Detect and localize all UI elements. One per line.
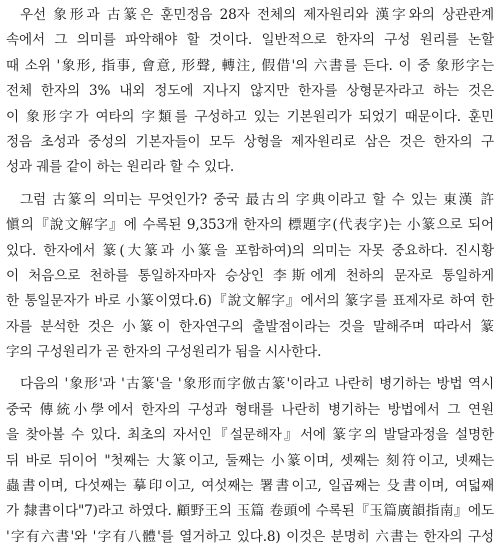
text-line: 이 처음으로 천하를 통일하자마자 승상인 李斯에게 천하의 문자로 통일하게	[6, 267, 494, 284]
text-line: 우선 象形과 古篆은 훈민정음 28자 전체의 제자원리와 漢字와의 상관관계	[20, 7, 494, 23]
text-line: 字의 구성원리가 곧 한자의 구성원리가 됨을 시사한다.	[6, 344, 322, 361]
text-line: 속에서 그 의미를 파악해야 할 것이다. 일반적으로 한자의 구성 원리를 논할	[6, 32, 494, 49]
text-line: 중국 傳統小學에서 한자의 구성과 형태를 나란히 병기하는 방법에서 그 연원	[6, 401, 494, 418]
text-line: 한 통일문자가 바로 小篆이였다.6)『說文解字』에서의 篆字를 표제자로 하여 한	[6, 293, 494, 310]
text-line: 을 찾아볼 수 있다. 최초의 자서인『설문해자』서에 篆字의 발달과정을 설명한	[6, 427, 494, 444]
text-line: 전체 한자의 3% 내외 정도에 지나지 않지만 한자를 상형문자라고 하는 것은	[6, 83, 494, 100]
text-line: 뒤 바로 뒤이어 "첫째는 大篆이고, 둘째는 小篆이며, 셋째는 刻符이고, 넷째는	[6, 452, 494, 469]
text-line: 愼의『說文解字』에 수록된 9,353개 한자의 標題字(代表字)는 小篆으로 되어	[6, 217, 494, 234]
text-line: 다음의 '象形'과 '古篆'을 '象形而字倣古篆'이라고 나란히 병기하는 방법 역시	[20, 376, 494, 393]
text-line: 자를 분석한 것은 小篆이 한자연구의 출발점이라는 것을 말해주며 따라서 篆	[6, 318, 494, 335]
paragraph-1	[6, 3, 494, 181]
paragraph-3	[6, 372, 494, 550]
paragraph-2	[6, 188, 494, 366]
text-line: 이 象形字가 여타의 字類를 구성하고 있는 기본원리가 되었기 때문이다. 훈민	[6, 108, 494, 125]
text-line: 성과 궤를 같이 하는 원리라 할 수 있다.	[6, 159, 235, 176]
text-line: 그럼 古篆의 의미는 무엇인가? 중국 最古의 字典이라고 할 수 있는 東漢 許	[20, 191, 494, 208]
text-line: 蟲書이며, 다섯째는 摹印이고, 여섯째는 署書이고, 일곱째는 殳書이며, 여덟째	[6, 478, 494, 495]
text-line: 가 隸書이다"7)라고 하였다. 顧野王의 玉篇 卷頭에 수록된『玉篇廣韻指南』에도	[6, 503, 494, 520]
text-line: 때 소위 '象形, 指事, 會意, 形聲, 轉注, 假借'의 六書를 든다. 이 중 象形字는	[6, 57, 494, 74]
text-line: '字有六書'와 '字有八體'를 열거하고 있다.8) 이것은 분명히 六書는 한자의 구성	[6, 528, 494, 545]
text-line: 정음 초성과 중성의 기본자들이 모두 상형을 제자원리로 삼은 것은 한자의 구	[6, 133, 494, 150]
text-line: 있다. 한자에서 篆(大篆과 小篆을 포함하여)의 의미는 자못 중요하다. 진시황	[6, 242, 494, 259]
